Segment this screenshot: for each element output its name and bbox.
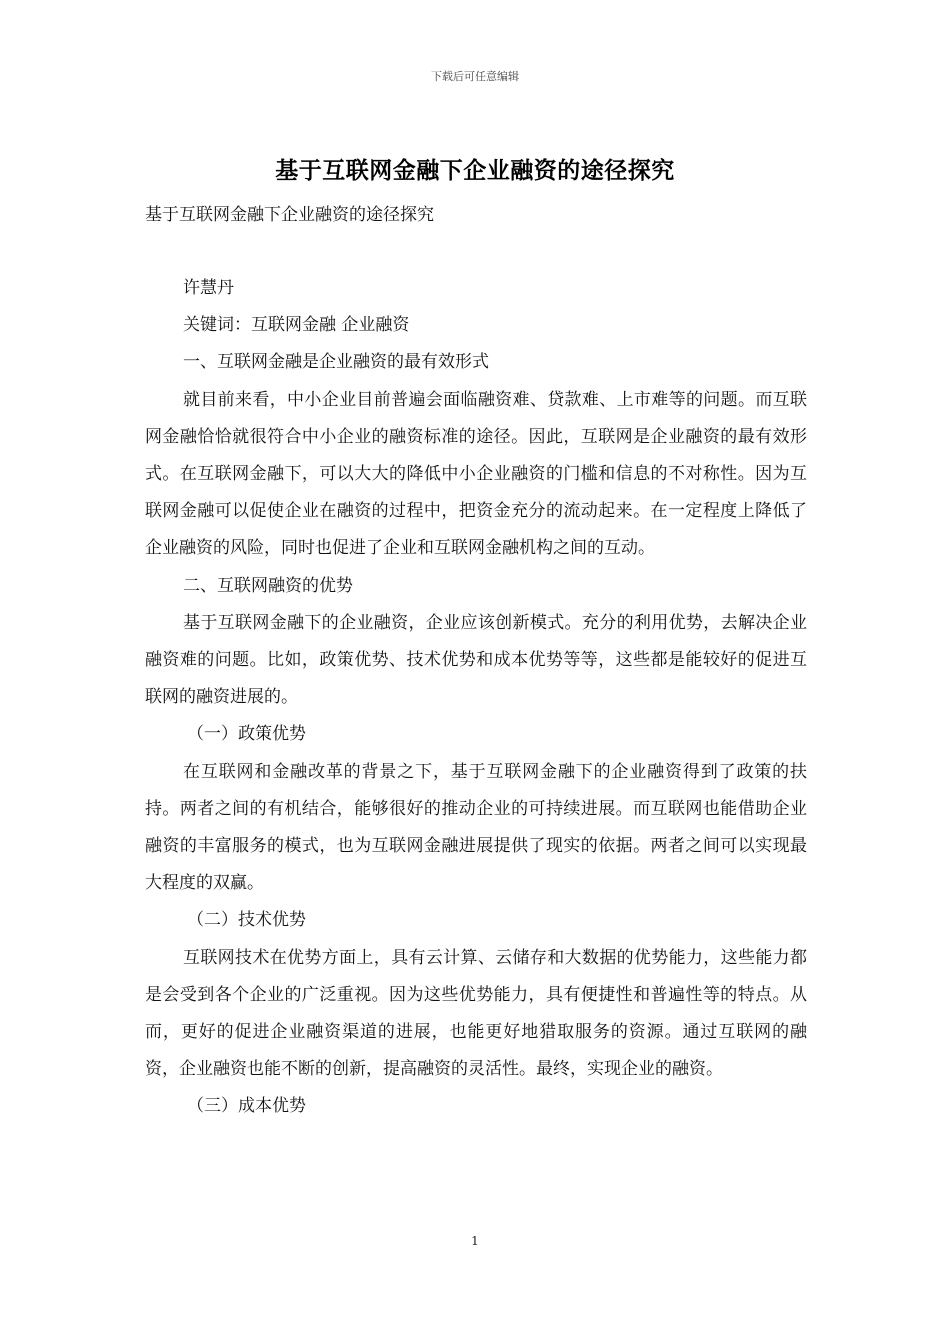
document-title: 基于互联网金融下企业融资的途径探究 [275, 157, 675, 184]
body-paragraph-4: 互联网技术在优势方面上，具有云计算、云储存和大数据的优势能力，这些能力都是会受到各个企业的广泛重视。因为这些优势能力，具有便捷性和普遍性等的特点。从而，更好的促进企业融资渠道的进展，也能更好地猎取服务的资源。通过互联网的融资，企业融资也能不断的创新，提高融资的灵活性。最终，实现企业的融资。 [145, 947, 807, 1080]
section-heading-2: 二、互联网融资的优势 [183, 575, 353, 596]
body-paragraph-3: 在互联网和金融改革的背景之下，基于互联网金融下的企业融资得到了政策的扶持。两者之间的有机结合，能够很好的推动企业的可持续进展。而互联网也能借助企业融资的丰富服务的模式，也为互联网金融进展提供了现实的依据。两者之间可以实现最大程度的双赢。 [145, 761, 807, 894]
body-paragraph-1: 就目前来看，中小企业目前普遍会面临融资难、贷款难、上市难等的问题。而互联网金融恰恰就很符合中小企业的融资标准的途径。因此，互联网是企业融资的最有效形式。在互联网金融下，可以大大的降低中小企业融资的门槛和信息的不对称性。因为互联网金融可以促使企业在融资的过程中，把资金充分的流动起来。在一定程度上降低了企业融资的风险，同时也促进了企业和互联网金融机构之间的互动。 [145, 389, 807, 559]
author-line: 许慧丹 [183, 278, 234, 298]
body-paragraph-2: 基于互联网金融下的企业融资，企业应该创新模式。充分的利用优势，去解决企业融资难的问题。比如，政策优势、技术优势和成本优势等等，这些都是能较好的促进互联网的融资进展的。 [145, 612, 807, 708]
section-heading-1: 一、互联网金融是企业融资的最有效形式 [183, 352, 489, 373]
subsection-heading-3: （三）成本优势 [187, 1096, 306, 1117]
page-number: 1 [471, 1234, 479, 1248]
document-body [145, 270, 807, 1126]
header-note: 下载后可任意编辑 [431, 70, 519, 83]
keywords-line: 关键词：互联网金融 企业融资 [183, 315, 410, 336]
subsection-heading-1: （一）政策优势 [187, 724, 306, 745]
document-subtitle: 基于互联网金融下企业融资的途径探究 [145, 205, 434, 225]
subsection-heading-2: （二）技术优势 [187, 910, 306, 931]
